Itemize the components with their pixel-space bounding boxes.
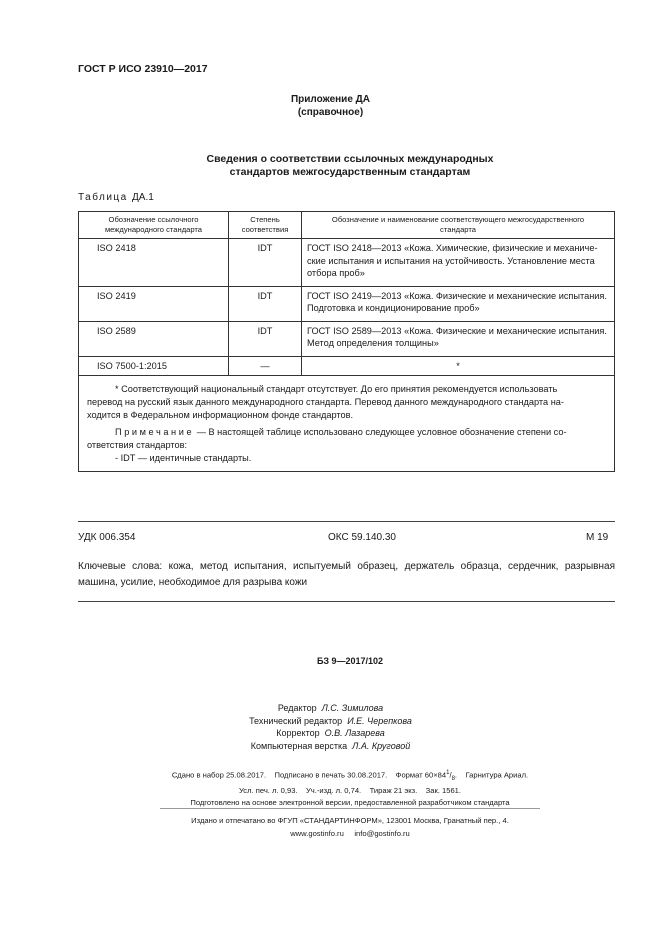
table-row: [79, 321, 615, 356]
standard-line: отбора проб»: [307, 268, 365, 278]
header-standard-line2: стандарта: [440, 225, 476, 234]
email-link[interactable]: info@gostinfo.ru: [354, 828, 410, 838]
appendix-title: Приложение ДА: [290, 94, 371, 105]
correspondence-table: [78, 211, 615, 472]
oks-code: ОКС 59.140.30: [328, 532, 396, 543]
table-label-number: ДА.1: [132, 192, 154, 203]
table-row: [79, 239, 615, 287]
imprint-line: Усл. печ. л. 0,93. Уч.-изд. л. 0,74. Тираж 21 экз. Зак. 1561.: [238, 786, 461, 796]
publisher-line: Издано и отпечатано во ФГУП «СТАНДАРТИНФОРМ», 123001 Москва, Гранатный пер., 4.: [191, 816, 509, 825]
bz-number: БЗ 9—2017/102: [316, 656, 384, 666]
appendix-heading: [0, 93, 661, 119]
header-ref-line1: Обозначение ссылочного: [108, 215, 199, 224]
note-word: Примечание: [115, 427, 195, 437]
header-standard-line1: Обозначение и наименование соответствующего межгосударственного: [331, 215, 585, 224]
publisher-contacts: [0, 828, 661, 841]
imprint-text: . Гарнитура Ариал.: [454, 770, 529, 780]
degree-cell: IDT: [229, 321, 302, 356]
imprint-line: Сдано в набор 25.08.2017. Подписано в печать 30.08.2017. Формат $60\times 84^1/_8$. Гарнитура Ариал.: [171, 770, 529, 783]
header-ref-line2: международного стандарта: [104, 225, 203, 234]
standard-line: Подготовка и кондиционирование проб»: [307, 303, 480, 313]
standard-line: Метод определения толщины»: [307, 338, 439, 348]
credit-line: [0, 715, 661, 728]
standard-line: *: [456, 360, 460, 371]
note-line: ответствия стандартов:: [87, 440, 188, 450]
credit-line: [0, 702, 661, 715]
standard-cell: [302, 321, 615, 356]
ref-cell: ISO 2418: [79, 239, 229, 287]
credit-line: [0, 740, 661, 753]
credit-role: Технический редактор: [249, 715, 343, 726]
standard-cell: [302, 239, 615, 287]
document-header: ГОСТ Р ИСО 23910—2017: [78, 63, 208, 75]
udk-code: УДК 006.354: [78, 532, 136, 543]
divider-top: [78, 521, 615, 522]
credit-role: Редактор: [277, 703, 317, 713]
standard-line: ГОСТ ISO 2419—2013 «Кожа. Физические и механические испытания.: [307, 290, 607, 301]
publisher-block: [0, 815, 661, 840]
m-code: М 19: [586, 532, 609, 543]
imprint-text: Сдано в набор 25.08.2017. Подписано в печать 30.08.2017. Формат 60×84: [171, 770, 447, 780]
degree-cell: IDT: [229, 239, 302, 287]
standard-cell: [302, 356, 615, 376]
table-footnote: [79, 376, 615, 472]
note-text: — В настоящей таблице использовано следующее условное обозначение степени со-: [194, 427, 567, 437]
table-row: [79, 286, 615, 321]
imprint-block: [0, 767, 661, 809]
degree-cell: —: [229, 356, 302, 376]
note-line: - IDT — идентичные стандарты.: [115, 453, 252, 463]
appendix-subtitle: (справочное): [297, 107, 364, 118]
ref-cell: ISO 2419: [79, 286, 229, 321]
credit-role: Компьютерная верстка: [250, 740, 348, 751]
header-standard: [302, 212, 615, 239]
header-degree-line2: соответствия: [241, 225, 289, 234]
divider-bottom: [78, 601, 615, 602]
table-row: [79, 356, 615, 376]
website-link[interactable]: www.gostinfo.ru: [290, 828, 344, 838]
standard-line: ГОСТ ISO 2589—2013 «Кожа. Физические и механические испытания.: [307, 325, 607, 336]
standard-line: ГОСТ ISO 2418—2013 «Кожа. Химические, физические и механиче-: [307, 243, 598, 253]
footnote-line: * Соответствующий национальный стандарт отсутствует. До его принятия рекомендуется использовать: [115, 384, 558, 394]
format-fraction-denominator: 8: [451, 776, 455, 783]
standard-cell: [302, 286, 615, 321]
header-degree-line1: Степень: [250, 215, 280, 224]
format-fraction-numerator: 1: [446, 770, 450, 776]
footnote-line: перевод на русский язык данного международного стандарта. Перевод данного международного стандарта на-: [87, 397, 564, 407]
header-ref: [79, 212, 229, 239]
section-title: [0, 153, 661, 179]
credit-name: О.В. Лазарева: [324, 728, 385, 738]
standard-line: ские испытания и испытания на устойчивость. Установление места: [307, 255, 595, 266]
credits-block: [0, 702, 661, 752]
imprint-divider: [160, 808, 540, 809]
ref-cell: ISO 2589: [79, 321, 229, 356]
header-degree: [229, 212, 302, 239]
credit-name: Л.А. Круговой: [352, 740, 411, 751]
section-title-line2: стандартов межгосударственным стандартам: [229, 166, 471, 178]
keywords: Ключевые слова: кожа, метод испытания, испытуемый образец, держатель образца, сердечник, разрывная машина, усилие, необходимое для разрыва кожи: [78, 561, 615, 588]
degree-cell: IDT: [229, 286, 302, 321]
imprint-line: Подготовлено на основе электронной версии, предоставленной разработчиком стандарта: [190, 798, 510, 808]
table-label: [78, 192, 154, 203]
table-header-row: [79, 212, 615, 239]
table-label-word: Таблица: [78, 192, 128, 203]
section-title-line1: Сведения о соответствии ссылочных международных: [206, 153, 494, 165]
credit-name: Л.С. Зимилова: [321, 703, 384, 713]
note-line: [87, 426, 608, 439]
ref-cell: ISO 7500-1:2015: [79, 356, 229, 376]
credit-name: И.Е. Черепкова: [347, 715, 412, 726]
credit-role: Корректор: [276, 728, 320, 738]
footnote-line: ходится в Федеральном информационном фонде стандартов.: [87, 410, 354, 420]
table-footnote-row: [79, 376, 615, 472]
credit-line: [0, 727, 661, 740]
